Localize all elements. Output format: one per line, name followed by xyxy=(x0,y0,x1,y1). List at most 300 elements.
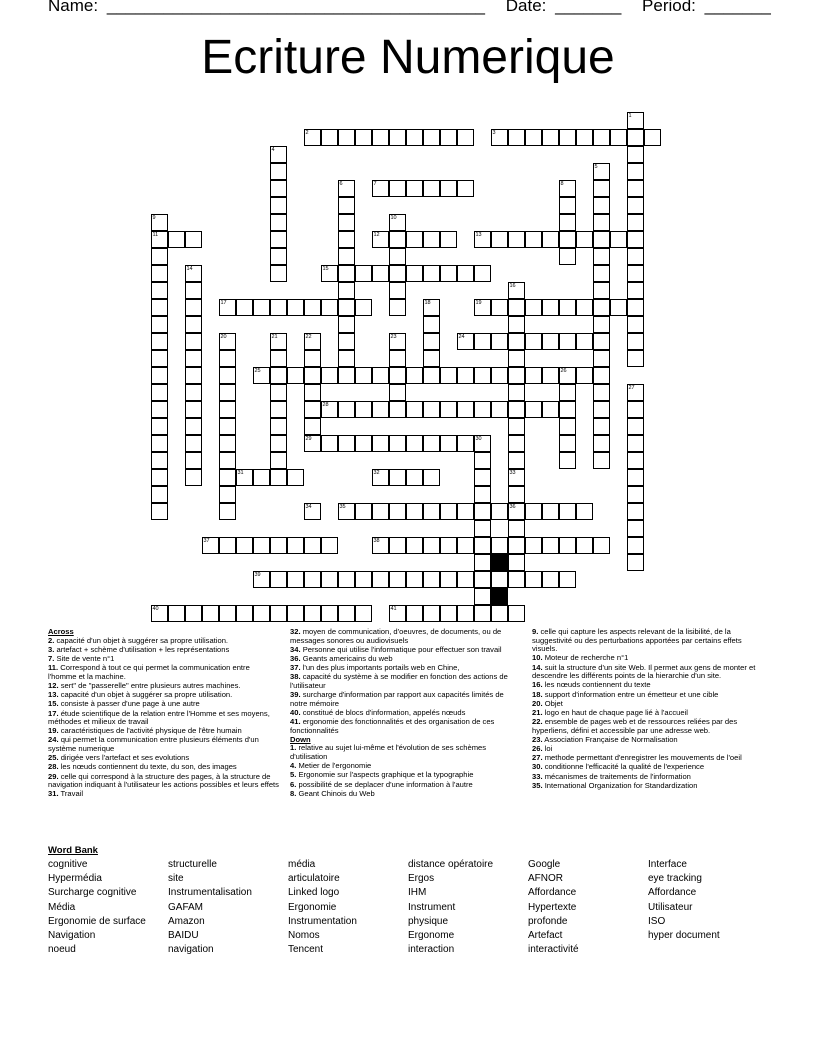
grid-cell[interactable] xyxy=(542,299,559,316)
grid-cell[interactable] xyxy=(474,231,491,248)
grid-cell[interactable] xyxy=(304,299,321,316)
grid-cell[interactable] xyxy=(406,367,423,384)
grid-cell[interactable] xyxy=(576,231,593,248)
grid-cell[interactable] xyxy=(474,588,491,605)
grid-cell[interactable] xyxy=(474,452,491,469)
grid-cell[interactable] xyxy=(508,367,525,384)
grid-cell[interactable] xyxy=(593,282,610,299)
grid-cell[interactable] xyxy=(185,452,202,469)
grid-cell[interactable] xyxy=(525,129,542,146)
grid-cell[interactable] xyxy=(321,537,338,554)
grid-cell[interactable] xyxy=(610,299,627,316)
grid-cell[interactable] xyxy=(457,401,474,418)
grid-cell[interactable] xyxy=(491,231,508,248)
grid-cell[interactable] xyxy=(457,503,474,520)
grid-cell[interactable] xyxy=(151,384,168,401)
grid-cell[interactable] xyxy=(219,299,236,316)
grid-cell[interactable] xyxy=(508,469,525,486)
grid-cell[interactable] xyxy=(151,299,168,316)
grid-cell[interactable] xyxy=(372,231,389,248)
grid-cell[interactable] xyxy=(457,605,474,622)
grid-cell[interactable] xyxy=(338,129,355,146)
grid-cell[interactable] xyxy=(576,537,593,554)
grid-cell[interactable] xyxy=(372,129,389,146)
grid-cell[interactable] xyxy=(593,537,610,554)
grid-cell[interactable] xyxy=(338,333,355,350)
grid-cell[interactable] xyxy=(372,571,389,588)
grid-cell[interactable] xyxy=(321,129,338,146)
grid-cell[interactable] xyxy=(287,367,304,384)
grid-cell[interactable] xyxy=(559,231,576,248)
grid-cell[interactable] xyxy=(355,503,372,520)
grid-cell[interactable] xyxy=(491,333,508,350)
grid-cell[interactable] xyxy=(423,180,440,197)
grid-cell[interactable] xyxy=(389,231,406,248)
grid-cell[interactable] xyxy=(610,231,627,248)
grid-cell[interactable] xyxy=(508,316,525,333)
grid-cell[interactable] xyxy=(270,214,287,231)
grid-cell[interactable] xyxy=(185,367,202,384)
grid-cell[interactable] xyxy=(287,571,304,588)
grid-cell[interactable] xyxy=(627,401,644,418)
grid-cell[interactable] xyxy=(372,537,389,554)
grid-cell[interactable] xyxy=(593,333,610,350)
grid-cell[interactable] xyxy=(219,350,236,367)
grid-cell[interactable] xyxy=(151,265,168,282)
grid-cell[interactable] xyxy=(236,605,253,622)
grid-cell[interactable] xyxy=(423,129,440,146)
grid-cell[interactable] xyxy=(542,537,559,554)
grid-cell[interactable] xyxy=(270,401,287,418)
grid-cell[interactable] xyxy=(593,129,610,146)
grid-cell[interactable] xyxy=(474,435,491,452)
grid-cell[interactable] xyxy=(457,265,474,282)
grid-cell[interactable] xyxy=(287,537,304,554)
grid-cell[interactable] xyxy=(508,435,525,452)
grid-cell[interactable] xyxy=(559,384,576,401)
grid-cell[interactable] xyxy=(151,316,168,333)
grid-cell[interactable] xyxy=(542,129,559,146)
grid-cell[interactable] xyxy=(287,605,304,622)
grid-cell[interactable] xyxy=(627,554,644,571)
grid-cell[interactable] xyxy=(219,469,236,486)
grid-cell[interactable] xyxy=(151,503,168,520)
grid-cell[interactable] xyxy=(593,231,610,248)
grid-cell[interactable] xyxy=(406,537,423,554)
grid-cell[interactable] xyxy=(627,350,644,367)
grid-cell[interactable] xyxy=(185,350,202,367)
grid-cell[interactable] xyxy=(491,367,508,384)
grid-cell[interactable] xyxy=(389,350,406,367)
grid-cell[interactable] xyxy=(627,112,644,129)
grid-cell[interactable] xyxy=(457,571,474,588)
grid-cell[interactable] xyxy=(508,129,525,146)
grid-cell[interactable] xyxy=(440,180,457,197)
grid-cell[interactable] xyxy=(372,265,389,282)
grid-cell[interactable] xyxy=(525,401,542,418)
grid-cell[interactable] xyxy=(270,605,287,622)
grid-cell[interactable] xyxy=(627,231,644,248)
grid-cell[interactable] xyxy=(610,129,627,146)
grid-cell[interactable] xyxy=(219,452,236,469)
grid-cell[interactable] xyxy=(474,367,491,384)
grid-cell[interactable] xyxy=(440,537,457,554)
grid-cell[interactable] xyxy=(542,231,559,248)
grid-cell[interactable] xyxy=(559,435,576,452)
grid-cell[interactable] xyxy=(423,401,440,418)
grid-cell[interactable] xyxy=(338,282,355,299)
grid-cell[interactable] xyxy=(627,248,644,265)
grid-cell[interactable] xyxy=(542,571,559,588)
grid-cell[interactable] xyxy=(440,231,457,248)
grid-cell[interactable] xyxy=(627,333,644,350)
grid-cell[interactable] xyxy=(576,299,593,316)
grid-cell[interactable] xyxy=(151,435,168,452)
grid-cell[interactable] xyxy=(219,401,236,418)
grid-cell[interactable] xyxy=(151,333,168,350)
grid-cell[interactable] xyxy=(576,129,593,146)
grid-cell[interactable] xyxy=(253,537,270,554)
grid-cell[interactable] xyxy=(593,418,610,435)
grid-cell[interactable] xyxy=(440,129,457,146)
grid-cell[interactable] xyxy=(338,231,355,248)
grid-cell[interactable] xyxy=(168,605,185,622)
grid-cell[interactable] xyxy=(627,503,644,520)
grid-cell[interactable] xyxy=(236,469,253,486)
grid-cell[interactable] xyxy=(457,435,474,452)
date-blank[interactable]: _______ xyxy=(555,0,622,15)
grid-cell[interactable] xyxy=(389,571,406,588)
grid-cell[interactable] xyxy=(389,180,406,197)
grid-cell[interactable] xyxy=(338,248,355,265)
grid-cell[interactable] xyxy=(270,146,287,163)
grid-cell[interactable] xyxy=(355,299,372,316)
grid-cell[interactable] xyxy=(542,367,559,384)
grid-cell[interactable] xyxy=(508,605,525,622)
grid-cell[interactable] xyxy=(576,333,593,350)
grid-cell[interactable] xyxy=(593,316,610,333)
grid-cell[interactable] xyxy=(508,333,525,350)
grid-cell[interactable] xyxy=(338,316,355,333)
grid-cell[interactable] xyxy=(372,367,389,384)
grid-cell[interactable] xyxy=(491,299,508,316)
grid-cell[interactable] xyxy=(338,605,355,622)
grid-cell[interactable] xyxy=(593,197,610,214)
grid-cell[interactable] xyxy=(423,435,440,452)
grid-cell[interactable] xyxy=(338,265,355,282)
grid-cell[interactable] xyxy=(457,367,474,384)
grid-cell[interactable] xyxy=(389,605,406,622)
grid-cell[interactable] xyxy=(355,129,372,146)
grid-cell[interactable] xyxy=(151,350,168,367)
grid-cell[interactable] xyxy=(270,384,287,401)
grid-cell[interactable] xyxy=(423,503,440,520)
grid-cell[interactable] xyxy=(219,333,236,350)
grid-cell[interactable] xyxy=(321,299,338,316)
grid-cell[interactable] xyxy=(406,401,423,418)
grid-cell[interactable] xyxy=(355,265,372,282)
grid-cell[interactable] xyxy=(270,197,287,214)
grid-cell[interactable] xyxy=(559,197,576,214)
grid-cell[interactable] xyxy=(304,571,321,588)
grid-cell[interactable] xyxy=(525,537,542,554)
grid-cell[interactable] xyxy=(644,129,661,146)
grid-cell[interactable] xyxy=(338,197,355,214)
grid-cell[interactable] xyxy=(474,571,491,588)
grid-cell[interactable] xyxy=(372,401,389,418)
grid-cell[interactable] xyxy=(389,537,406,554)
grid-cell[interactable] xyxy=(321,265,338,282)
grid-cell[interactable] xyxy=(406,265,423,282)
grid-cell[interactable] xyxy=(508,520,525,537)
grid-cell[interactable] xyxy=(338,214,355,231)
grid-cell[interactable] xyxy=(525,231,542,248)
grid-cell[interactable] xyxy=(525,367,542,384)
grid-cell[interactable] xyxy=(627,384,644,401)
grid-cell[interactable] xyxy=(151,367,168,384)
grid-cell[interactable] xyxy=(559,367,576,384)
grid-cell[interactable] xyxy=(151,231,168,248)
grid-cell[interactable] xyxy=(321,435,338,452)
grid-cell[interactable] xyxy=(423,316,440,333)
grid-cell[interactable] xyxy=(355,367,372,384)
grid-cell[interactable] xyxy=(270,452,287,469)
grid-cell[interactable] xyxy=(253,605,270,622)
grid-cell[interactable] xyxy=(423,469,440,486)
grid-cell[interactable] xyxy=(559,401,576,418)
grid-cell[interactable] xyxy=(474,265,491,282)
grid-cell[interactable] xyxy=(593,435,610,452)
grid-cell[interactable] xyxy=(253,367,270,384)
grid-cell[interactable] xyxy=(202,537,219,554)
grid-cell[interactable] xyxy=(355,401,372,418)
grid-cell[interactable] xyxy=(389,384,406,401)
grid-cell[interactable] xyxy=(321,605,338,622)
grid-cell[interactable] xyxy=(321,401,338,418)
grid-cell[interactable] xyxy=(389,282,406,299)
grid-cell[interactable] xyxy=(219,537,236,554)
grid-cell[interactable] xyxy=(627,180,644,197)
grid-cell[interactable] xyxy=(406,503,423,520)
grid-cell[interactable] xyxy=(338,350,355,367)
grid-cell[interactable] xyxy=(219,503,236,520)
grid-cell[interactable] xyxy=(627,299,644,316)
grid-cell[interactable] xyxy=(389,401,406,418)
grid-cell[interactable] xyxy=(151,282,168,299)
grid-cell[interactable] xyxy=(627,146,644,163)
grid-cell[interactable] xyxy=(151,469,168,486)
grid-cell[interactable] xyxy=(304,435,321,452)
grid-cell[interactable] xyxy=(576,367,593,384)
grid-cell[interactable] xyxy=(270,265,287,282)
grid-cell[interactable] xyxy=(627,214,644,231)
grid-cell[interactable] xyxy=(304,367,321,384)
grid-cell[interactable] xyxy=(508,384,525,401)
grid-cell[interactable] xyxy=(338,367,355,384)
grid-cell[interactable] xyxy=(151,486,168,503)
grid-cell[interactable] xyxy=(525,503,542,520)
grid-cell[interactable] xyxy=(525,299,542,316)
grid-cell[interactable] xyxy=(440,265,457,282)
grid-cell[interactable] xyxy=(508,486,525,503)
grid-cell[interactable] xyxy=(559,180,576,197)
grid-cell[interactable] xyxy=(151,248,168,265)
grid-cell[interactable] xyxy=(559,129,576,146)
grid-cell[interactable] xyxy=(474,486,491,503)
grid-cell[interactable] xyxy=(559,452,576,469)
grid-cell[interactable] xyxy=(593,265,610,282)
grid-cell[interactable] xyxy=(389,214,406,231)
grid-cell[interactable] xyxy=(270,350,287,367)
grid-cell[interactable] xyxy=(372,180,389,197)
grid-cell[interactable] xyxy=(304,503,321,520)
grid-cell[interactable] xyxy=(627,265,644,282)
grid-cell[interactable] xyxy=(474,605,491,622)
name-blank[interactable]: ________________________________________ xyxy=(106,0,485,15)
grid-cell[interactable] xyxy=(525,333,542,350)
grid-cell[interactable] xyxy=(389,503,406,520)
grid-cell[interactable] xyxy=(338,435,355,452)
grid-cell[interactable] xyxy=(559,333,576,350)
grid-cell[interactable] xyxy=(185,265,202,282)
grid-cell[interactable] xyxy=(474,401,491,418)
grid-cell[interactable] xyxy=(440,571,457,588)
grid-cell[interactable] xyxy=(185,435,202,452)
grid-cell[interactable] xyxy=(151,605,168,622)
grid-cell[interactable] xyxy=(474,469,491,486)
grid-cell[interactable] xyxy=(372,503,389,520)
grid-cell[interactable] xyxy=(253,571,270,588)
grid-cell[interactable] xyxy=(474,503,491,520)
grid-cell[interactable] xyxy=(151,452,168,469)
grid-cell[interactable] xyxy=(423,350,440,367)
grid-cell[interactable] xyxy=(491,401,508,418)
grid-cell[interactable] xyxy=(508,503,525,520)
grid-cell[interactable] xyxy=(270,163,287,180)
grid-cell[interactable] xyxy=(559,214,576,231)
grid-cell[interactable] xyxy=(559,248,576,265)
grid-cell[interactable] xyxy=(304,401,321,418)
grid-cell[interactable] xyxy=(389,435,406,452)
grid-cell[interactable] xyxy=(474,299,491,316)
grid-cell[interactable] xyxy=(627,418,644,435)
grid-cell[interactable] xyxy=(440,503,457,520)
grid-cell[interactable] xyxy=(321,367,338,384)
grid-cell[interactable] xyxy=(627,537,644,554)
grid-cell[interactable] xyxy=(338,503,355,520)
grid-cell[interactable] xyxy=(304,129,321,146)
grid-cell[interactable] xyxy=(270,469,287,486)
grid-cell[interactable] xyxy=(559,537,576,554)
grid-cell[interactable] xyxy=(593,248,610,265)
grid-cell[interactable] xyxy=(508,299,525,316)
grid-cell[interactable] xyxy=(627,197,644,214)
grid-cell[interactable] xyxy=(338,299,355,316)
grid-cell[interactable] xyxy=(287,299,304,316)
grid-cell[interactable] xyxy=(185,333,202,350)
grid-cell[interactable] xyxy=(372,469,389,486)
grid-cell[interactable] xyxy=(355,571,372,588)
grid-cell[interactable] xyxy=(185,469,202,486)
grid-cell[interactable] xyxy=(185,401,202,418)
grid-cell[interactable] xyxy=(423,571,440,588)
grid-cell[interactable] xyxy=(338,571,355,588)
grid-cell[interactable] xyxy=(457,333,474,350)
grid-cell[interactable] xyxy=(406,231,423,248)
grid-cell[interactable] xyxy=(593,299,610,316)
grid-cell[interactable] xyxy=(270,180,287,197)
grid-cell[interactable] xyxy=(389,367,406,384)
grid-cell[interactable] xyxy=(423,299,440,316)
grid-cell[interactable] xyxy=(627,129,644,146)
grid-cell[interactable] xyxy=(389,265,406,282)
grid-cell[interactable] xyxy=(474,554,491,571)
grid-cell[interactable] xyxy=(508,418,525,435)
grid-cell[interactable] xyxy=(202,605,219,622)
grid-cell[interactable] xyxy=(372,435,389,452)
grid-cell[interactable] xyxy=(593,163,610,180)
grid-cell[interactable] xyxy=(474,537,491,554)
grid-cell[interactable] xyxy=(508,571,525,588)
grid-cell[interactable] xyxy=(270,231,287,248)
grid-cell[interactable] xyxy=(236,299,253,316)
grid-cell[interactable] xyxy=(304,605,321,622)
grid-cell[interactable] xyxy=(593,180,610,197)
grid-cell[interactable] xyxy=(270,299,287,316)
grid-cell[interactable] xyxy=(304,333,321,350)
grid-cell[interactable] xyxy=(219,486,236,503)
grid-cell[interactable] xyxy=(270,367,287,384)
grid-cell[interactable] xyxy=(406,129,423,146)
grid-cell[interactable] xyxy=(508,350,525,367)
grid-cell[interactable] xyxy=(185,299,202,316)
grid-cell[interactable] xyxy=(185,316,202,333)
grid-cell[interactable] xyxy=(151,418,168,435)
period-blank[interactable]: _______ xyxy=(704,0,771,15)
grid-cell[interactable] xyxy=(168,231,185,248)
grid-cell[interactable] xyxy=(593,367,610,384)
grid-cell[interactable] xyxy=(236,537,253,554)
grid-cell[interactable] xyxy=(219,418,236,435)
grid-cell[interactable] xyxy=(508,537,525,554)
grid-cell[interactable] xyxy=(508,282,525,299)
grid-cell[interactable] xyxy=(559,299,576,316)
grid-cell[interactable] xyxy=(542,503,559,520)
grid-cell[interactable] xyxy=(491,571,508,588)
grid-cell[interactable] xyxy=(423,605,440,622)
grid-cell[interactable] xyxy=(287,469,304,486)
grid-cell[interactable] xyxy=(474,520,491,537)
grid-cell[interactable] xyxy=(406,469,423,486)
grid-cell[interactable] xyxy=(525,571,542,588)
grid-cell[interactable] xyxy=(389,333,406,350)
grid-cell[interactable] xyxy=(440,435,457,452)
grid-cell[interactable] xyxy=(491,503,508,520)
grid-cell[interactable] xyxy=(151,214,168,231)
grid-cell[interactable] xyxy=(389,248,406,265)
grid-cell[interactable] xyxy=(253,299,270,316)
grid-cell[interactable] xyxy=(338,180,355,197)
grid-cell[interactable] xyxy=(627,469,644,486)
grid-cell[interactable] xyxy=(151,401,168,418)
grid-cell[interactable] xyxy=(627,316,644,333)
grid-cell[interactable] xyxy=(304,418,321,435)
grid-cell[interactable] xyxy=(627,435,644,452)
grid-cell[interactable] xyxy=(406,571,423,588)
grid-cell[interactable] xyxy=(474,333,491,350)
grid-cell[interactable] xyxy=(219,605,236,622)
grid-cell[interactable] xyxy=(627,486,644,503)
